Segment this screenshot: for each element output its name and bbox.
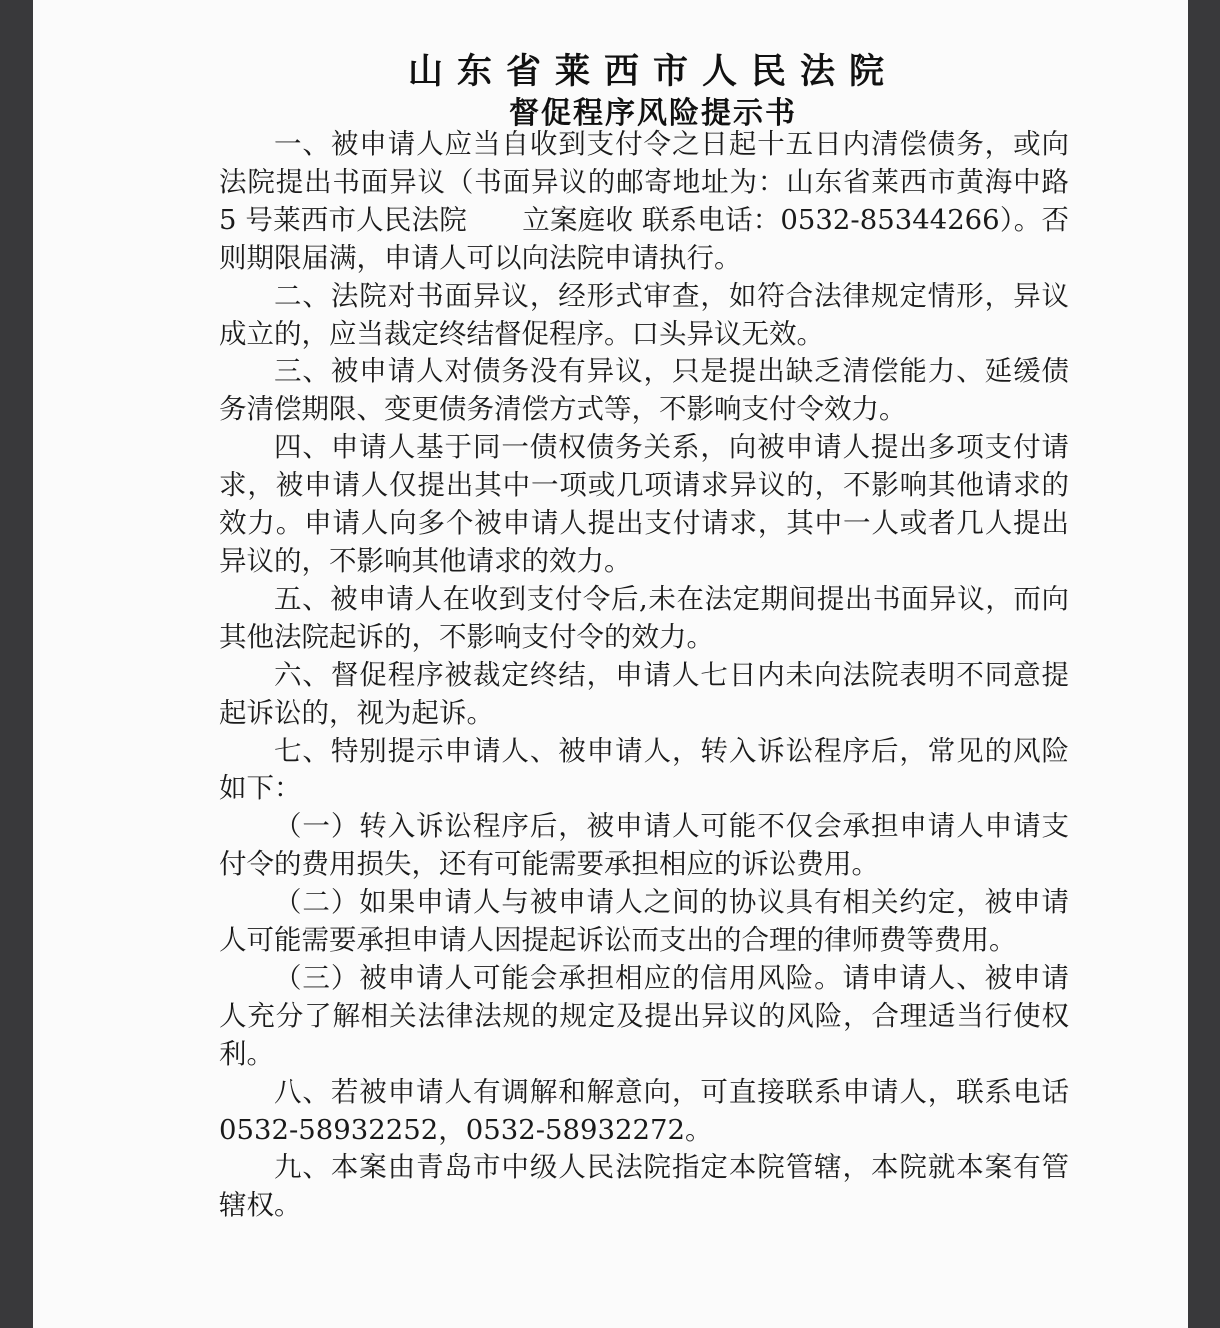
paragraph-7-3: （三）被申请人可能会承担相应的信用风险。请申请人、被申请人充分了解相关法律法规的规定及提出异议的风险，合理适当行使权利。 xyxy=(219,961,1069,1070)
document-title: 山东省莱西市人民法院 xyxy=(407,51,898,92)
paragraph-5: 五、被申请人在收到支付令后,未在法定期间提出书面异议，而向其他法院起诉的，不影响支付令的效力。 xyxy=(219,582,1069,653)
paragraph-1: 一、被申请人应当自收到支付令之日起十五日内清偿债务，或向法院提出书面异议（书面异议的邮寄地址为：山东省莱西市黄海中路 5 号莱西市人民法院 立案庭收 联系电话：0532-85344266）。否则期限届满，申请人可以向法院申请执行。 xyxy=(219,128,1069,274)
document-body xyxy=(219,126,1069,1225)
paragraph-8: 八、若被申请人有调解和解意向，可直接联系申请人，联系电话 0532-58932252，0532-58932272。 xyxy=(219,1075,1069,1146)
document-subtitle: 督促程序风险提示书 xyxy=(509,96,797,131)
document-page xyxy=(33,0,1188,1328)
paragraph-7-2: （二）如果申请人与被申请人之间的协议具有相关约定，被申请人可能需要承担申请人因提起诉讼而支出的合理的律师费等费用。 xyxy=(219,886,1069,957)
paragraph-6: 六、督促程序被裁定终结，申请人七日内未向法院表明不同意提起诉讼的，视为起诉。 xyxy=(219,658,1069,729)
paragraph-4: 四、申请人基于同一债权债务关系，向被申请人提出多项支付请求，被申请人仅提出其中一项或几项请求异议的，不影响其他请求的效力。申请人向多个被申请人提出支付请求，其中一人或者几人提出异议的，不影响其他请求的效力。 xyxy=(219,431,1069,577)
paragraph-3: 三、被申请人对债务没有异议，只是提出缺乏清偿能力、延缓债务清偿期限、变更债务清偿方式等，不影响支付令效力。 xyxy=(219,355,1069,426)
paragraph-2: 二、法院对书面异议，经形式审查，如符合法律规定情形，异议成立的，应当裁定终结督促程序。口头异议无效。 xyxy=(219,279,1069,350)
paragraph-7: 七、特别提示申请人、被申请人，转入诉讼程序后，常见的风险如下： xyxy=(219,734,1069,805)
paragraph-7-1: （一）转入诉讼程序后，被申请人可能不仅会承担申请人申请支付令的费用损失，还有可能需要承担相应的诉讼费用。 xyxy=(219,810,1069,881)
paragraph-9: 九、本案由青岛市中级人民法院指定本院管辖，本院就本案有管辖权。 xyxy=(219,1151,1069,1222)
